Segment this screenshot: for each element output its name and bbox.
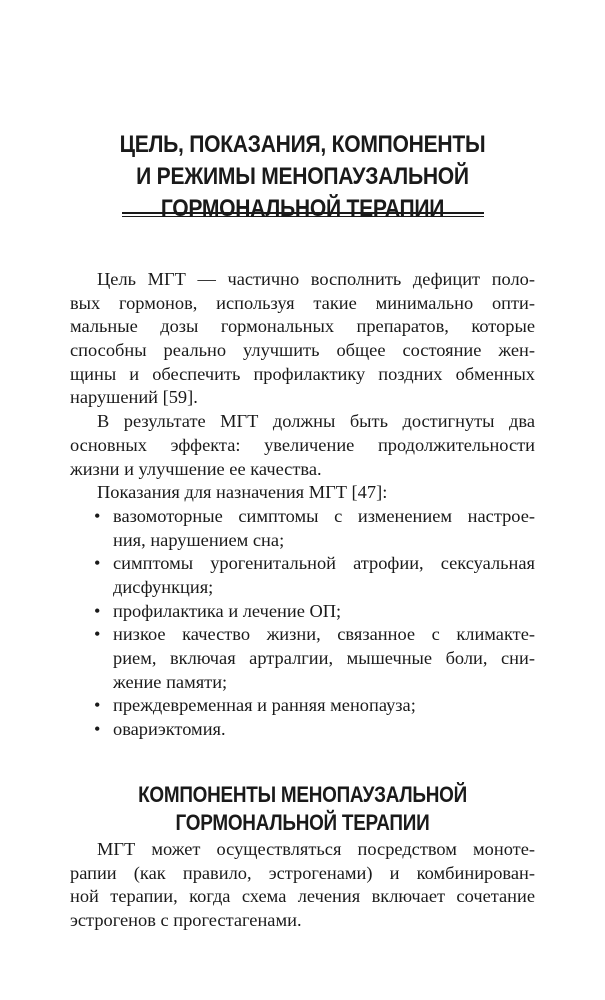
list-item <box>70 600 535 624</box>
indications-intro: Показания для назначения МГТ [47]: <box>97 482 388 503</box>
text-line: профилактика и лечение ОП; <box>113 600 342 621</box>
text-line: В результате МГТ должны быть достигнуты два <box>97 411 535 432</box>
heading-line: ЦЕЛЬ, ПОКАЗАНИЯ, КОМПОНЕНТЫ <box>119 131 486 159</box>
subsection-heading <box>94 781 511 837</box>
list-item <box>70 505 535 552</box>
text-line: жение памяти; <box>113 671 228 692</box>
heading-line: ГОРМОНАЛЬНОЙ ТЕРАПИИ <box>175 810 430 836</box>
text-line: жизни и улучшение ее качества. <box>70 458 322 479</box>
text-line: мальные дозы гормональных препаратов, которые <box>70 316 535 337</box>
bullet-glyph: • <box>94 505 101 526</box>
text-line: эстрогенов с прогестагенами. <box>70 910 302 931</box>
indications-list <box>70 505 535 742</box>
text-line: ния, нарушением сна; <box>113 529 285 550</box>
text-line: вазомоторные симптомы с изменением настрое- <box>113 505 535 526</box>
bullet-glyph: • <box>94 600 101 621</box>
text-line: щины и обеспечить профилактику поздних обменных <box>70 363 535 384</box>
heading-line: КОМПОНЕНТЫ МЕНОПАУЗАЛЬНОЙ <box>138 782 467 808</box>
bullet-glyph: • <box>94 695 101 716</box>
text-line: Цель МГТ — частично восполнить дефицит поло- <box>97 269 535 289</box>
text-line: вых гормонов, используя такие минимально опти- <box>70 292 535 313</box>
paragraph-goal <box>70 268 535 742</box>
bullet-glyph: • <box>94 719 101 740</box>
text-line: симптомы урогенитальной атрофии, сексуальная <box>113 553 535 574</box>
heading-line: И РЕЖИМЫ МЕНОПАУЗАЛЬНОЙ <box>136 163 469 191</box>
bullet-glyph: • <box>94 553 101 574</box>
text-line: рапии (как правило, эстрогенами) и комбинирован- <box>70 862 535 883</box>
text-line: ной терапии, когда схема лечения включает сочетание <box>70 886 535 907</box>
text-line: преждевременная и ранняя менопауза; <box>113 695 416 716</box>
text-line: рием, включая артралгии, мышечные боли, сни- <box>113 648 535 668</box>
text-line: способны реально улучшить общее состояние жен- <box>70 340 535 361</box>
paragraph-components <box>70 838 535 933</box>
heading-line: ГОРМОНАЛЬНОЙ ТЕРАПИИ <box>160 195 445 223</box>
list-item <box>70 694 535 718</box>
heading-double-rule <box>122 212 484 217</box>
text-line: нарушений [59]. <box>70 387 198 408</box>
list-item <box>70 552 535 599</box>
list-item <box>70 623 535 694</box>
list-item <box>70 718 535 742</box>
text-line: основных эффекта: увеличение продолжительности <box>70 434 535 455</box>
section-heading <box>94 129 511 225</box>
text-line: низкое качество жизни, связанное с климакте- <box>113 624 535 645</box>
bullet-glyph: • <box>94 624 101 645</box>
text-line: дисфункция; <box>113 576 214 597</box>
text-line: МГТ может осуществляться посредством моноте- <box>97 839 535 859</box>
text-line: овариэктомия. <box>113 719 226 740</box>
